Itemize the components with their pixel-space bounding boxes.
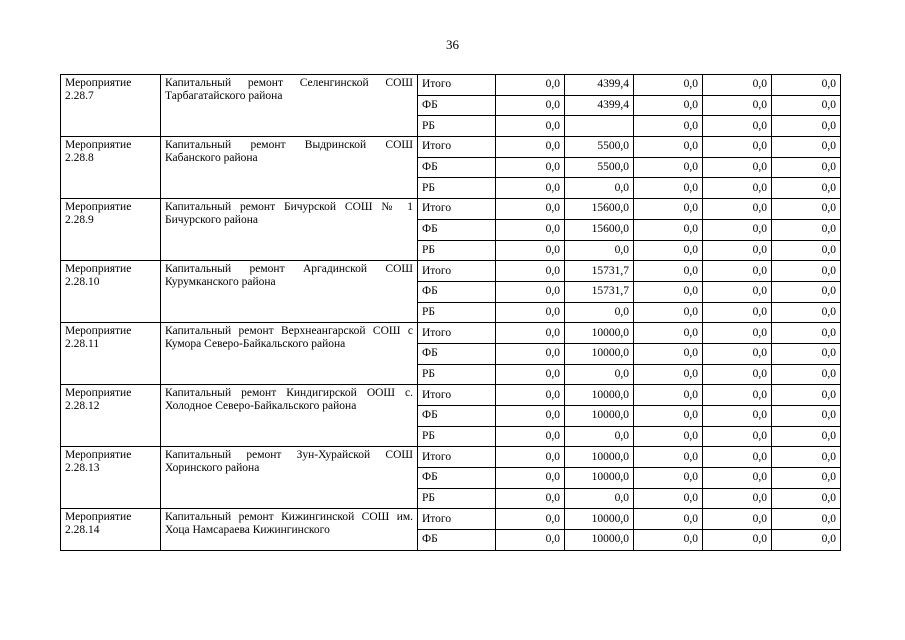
amount-cell: 10000,0 xyxy=(565,468,634,489)
funding-source-cell: ФБ xyxy=(418,343,496,364)
funding-source-cell: Итого xyxy=(418,199,496,220)
event-id-cell xyxy=(61,137,161,199)
amount-cell: 0,0 xyxy=(634,219,703,240)
funding-source-cell: ФБ xyxy=(418,219,496,240)
amount-cell: 0,0 xyxy=(772,137,841,158)
funding-source-cell: ФБ xyxy=(418,157,496,178)
amount-cell: 0,0 xyxy=(703,157,772,178)
funding-source-cell: ФБ xyxy=(418,281,496,302)
amount-cell: 0,0 xyxy=(772,406,841,427)
amount-cell: 0,0 xyxy=(772,426,841,447)
event-id-cell xyxy=(61,385,161,447)
amount-cell: 0,0 xyxy=(496,488,565,509)
amount-cell: 0,0 xyxy=(496,302,565,323)
event-id-cell xyxy=(61,75,161,137)
amount-cell: 0,0 xyxy=(772,116,841,137)
amount-cell: 0,0 xyxy=(496,75,565,96)
amount-cell: 0,0 xyxy=(634,530,703,551)
amount-cell: 10000,0 xyxy=(565,406,634,427)
amount-cell: 0,0 xyxy=(634,468,703,489)
amount-cell: 0,0 xyxy=(703,530,772,551)
amount-cell: 0,0 xyxy=(703,426,772,447)
event-id-cell xyxy=(61,323,161,385)
page-number: 36 xyxy=(446,37,459,52)
event-name-cell: Капитальный ремонт Выдринской СОШ Кабанского района xyxy=(161,137,418,199)
amount-cell: 0,0 xyxy=(703,75,772,96)
event-label: Мероприятие xyxy=(65,263,132,276)
table-row xyxy=(61,137,841,158)
amount-cell: 0,0 xyxy=(703,509,772,530)
amount-cell: 0,0 xyxy=(496,157,565,178)
amount-cell: 0,0 xyxy=(634,364,703,385)
event-label: Мероприятие xyxy=(65,325,132,338)
amount-cell: 5500,0 xyxy=(565,137,634,158)
amount-cell: 0,0 xyxy=(496,447,565,468)
amount-cell: 10000,0 xyxy=(565,385,634,406)
funding-source-cell: Итого xyxy=(418,447,496,468)
amount-cell: 0,0 xyxy=(772,95,841,116)
event-id-cell xyxy=(61,199,161,261)
amount-cell: 0,0 xyxy=(496,364,565,385)
amount-cell: 15731,7 xyxy=(565,281,634,302)
amount-cell: 0,0 xyxy=(634,302,703,323)
amount-cell: 0,0 xyxy=(496,406,565,427)
amount-cell: 0,0 xyxy=(634,426,703,447)
funding-source-cell: РБ xyxy=(418,116,496,137)
table-row xyxy=(61,385,841,406)
amount-cell: 0,0 xyxy=(772,323,841,344)
amount-cell: 0,0 xyxy=(496,95,565,116)
amount-cell: 0,0 xyxy=(703,406,772,427)
amount-cell: 10000,0 xyxy=(565,343,634,364)
table-row xyxy=(61,323,841,344)
budget-table-body xyxy=(61,75,841,551)
amount-cell: 0,0 xyxy=(703,447,772,468)
funding-source-cell: ФБ xyxy=(418,530,496,551)
table-row xyxy=(61,261,841,282)
amount-cell: 0,0 xyxy=(496,281,565,302)
amount-cell: 0,0 xyxy=(772,488,841,509)
amount-cell: 0,0 xyxy=(496,240,565,261)
amount-cell: 15600,0 xyxy=(565,199,634,220)
funding-source-cell: Итого xyxy=(418,75,496,96)
event-label: Мероприятие xyxy=(65,511,132,524)
amount-cell: 0,0 xyxy=(772,468,841,489)
amount-cell: 10000,0 xyxy=(565,323,634,344)
amount-cell: 0,0 xyxy=(634,137,703,158)
amount-cell: 0,0 xyxy=(772,240,841,261)
amount-cell: 0,0 xyxy=(703,323,772,344)
funding-source-cell: РБ xyxy=(418,240,496,261)
amount-cell xyxy=(565,116,634,137)
amount-cell: 0,0 xyxy=(565,364,634,385)
amount-cell: 0,0 xyxy=(703,488,772,509)
amount-cell: 0,0 xyxy=(634,281,703,302)
amount-cell: 0,0 xyxy=(496,468,565,489)
funding-source-cell: Итого xyxy=(418,323,496,344)
amount-cell: 0,0 xyxy=(496,116,565,137)
amount-cell: 0,0 xyxy=(634,199,703,220)
amount-cell: 0,0 xyxy=(772,199,841,220)
funding-source-cell: ФБ xyxy=(418,406,496,427)
amount-cell: 0,0 xyxy=(703,116,772,137)
amount-cell: 0,0 xyxy=(703,261,772,282)
amount-cell: 0,0 xyxy=(496,137,565,158)
event-number: 2.28.9 xyxy=(65,214,94,227)
amount-cell: 0,0 xyxy=(496,261,565,282)
funding-source-cell: Итого xyxy=(418,385,496,406)
amount-cell: 0,0 xyxy=(496,323,565,344)
amount-cell: 0,0 xyxy=(772,302,841,323)
amount-cell: 0,0 xyxy=(703,219,772,240)
funding-source-cell: РБ xyxy=(418,488,496,509)
amount-cell: 5500,0 xyxy=(565,157,634,178)
event-number: 2.28.8 xyxy=(65,152,94,165)
amount-cell: 0,0 xyxy=(772,157,841,178)
amount-cell: 0,0 xyxy=(772,261,841,282)
table-row xyxy=(61,75,841,96)
amount-cell: 4399,4 xyxy=(565,75,634,96)
amount-cell: 0,0 xyxy=(634,178,703,199)
amount-cell: 0,0 xyxy=(496,385,565,406)
amount-cell: 0,0 xyxy=(772,281,841,302)
amount-cell: 0,0 xyxy=(703,95,772,116)
amount-cell: 0,0 xyxy=(703,137,772,158)
amount-cell: 0,0 xyxy=(634,116,703,137)
amount-cell: 0,0 xyxy=(634,95,703,116)
amount-cell: 4399,4 xyxy=(565,95,634,116)
event-label: Мероприятие xyxy=(65,449,132,462)
amount-cell: 0,0 xyxy=(772,385,841,406)
event-name-cell: Капитальный ремонт Селенгинской СОШ Тарбагатайского района xyxy=(161,75,418,137)
event-number: 2.28.7 xyxy=(65,90,94,102)
amount-cell: 0,0 xyxy=(772,364,841,385)
amount-cell: 0,0 xyxy=(565,488,634,509)
funding-source-cell: Итого xyxy=(418,137,496,158)
event-label: Мероприятие xyxy=(65,139,132,152)
event-name-cell: Капитальный ремонт Бичурской СОШ № 1 Бичурского района xyxy=(161,199,418,261)
amount-cell: 0,0 xyxy=(703,468,772,489)
funding-source-cell: Итого xyxy=(418,509,496,530)
amount-cell: 0,0 xyxy=(634,509,703,530)
amount-cell: 0,0 xyxy=(496,219,565,240)
event-label: Мероприятие xyxy=(65,77,132,89)
amount-cell: 10000,0 xyxy=(565,447,634,468)
funding-source-cell: ФБ xyxy=(418,95,496,116)
amount-cell: 15600,0 xyxy=(565,219,634,240)
funding-source-cell: Итого xyxy=(418,261,496,282)
table-row xyxy=(61,447,841,468)
amount-cell: 0,0 xyxy=(496,199,565,220)
amount-cell: 0,0 xyxy=(703,343,772,364)
amount-cell: 0,0 xyxy=(565,426,634,447)
amount-cell: 0,0 xyxy=(496,426,565,447)
amount-cell: 0,0 xyxy=(703,178,772,199)
event-number: 2.28.12 xyxy=(65,400,100,413)
table-row xyxy=(61,509,841,530)
amount-cell: 0,0 xyxy=(634,240,703,261)
budget-table xyxy=(60,74,841,551)
amount-cell: 0,0 xyxy=(496,343,565,364)
event-name-cell: Капитальный ремонт Верхнеангарской СОШ с Кумора Северо-Байкальского района xyxy=(161,323,418,385)
amount-cell: 0,0 xyxy=(634,385,703,406)
amount-cell: 0,0 xyxy=(772,178,841,199)
amount-cell: 0,0 xyxy=(772,343,841,364)
event-id-cell xyxy=(61,447,161,509)
event-name-cell: Капитальный ремонт Киндигирской ООШ с. Холодное Северо-Байкальского района xyxy=(161,385,418,447)
event-label: Мероприятие xyxy=(65,201,132,214)
amount-cell: 0,0 xyxy=(772,75,841,96)
amount-cell: 0,0 xyxy=(703,385,772,406)
amount-cell: 0,0 xyxy=(496,530,565,551)
amount-cell: 0,0 xyxy=(565,240,634,261)
amount-cell: 0,0 xyxy=(634,447,703,468)
amount-cell: 0,0 xyxy=(703,302,772,323)
amount-cell: 0,0 xyxy=(634,323,703,344)
amount-cell: 0,0 xyxy=(772,447,841,468)
event-name-cell: Капитальный ремонт Аргадинской СОШ Курумканского района xyxy=(161,261,418,323)
amount-cell: 0,0 xyxy=(772,219,841,240)
amount-cell: 0,0 xyxy=(634,488,703,509)
amount-cell: 0,0 xyxy=(634,343,703,364)
amount-cell: 0,0 xyxy=(565,302,634,323)
event-id-cell xyxy=(61,509,161,550)
amount-cell: 0,0 xyxy=(634,406,703,427)
event-id-cell xyxy=(61,261,161,323)
event-number: 2.28.13 xyxy=(65,462,100,475)
event-number: 2.28.14 xyxy=(65,524,100,537)
amount-cell: 10000,0 xyxy=(565,530,634,551)
amount-cell: 0,0 xyxy=(634,157,703,178)
amount-cell: 0,0 xyxy=(772,509,841,530)
funding-source-cell: ФБ xyxy=(418,468,496,489)
amount-cell: 0,0 xyxy=(703,364,772,385)
funding-source-cell: РБ xyxy=(418,302,496,323)
amount-cell: 0,0 xyxy=(496,509,565,530)
table-row xyxy=(61,199,841,220)
amount-cell: 15731,7 xyxy=(565,261,634,282)
amount-cell: 0,0 xyxy=(634,261,703,282)
amount-cell: 0,0 xyxy=(634,75,703,96)
event-number: 2.28.11 xyxy=(65,338,100,351)
amount-cell: 0,0 xyxy=(772,530,841,551)
amount-cell: 0,0 xyxy=(703,199,772,220)
event-number: 2.28.10 xyxy=(65,276,100,289)
event-name-cell: Капитальный ремонт Кижингинской СОШ им. Хоца Намсараева Кижингинского xyxy=(161,509,418,550)
amount-cell: 0,0 xyxy=(565,178,634,199)
funding-source-cell: РБ xyxy=(418,364,496,385)
event-name-cell: Капитальный ремонт Зун-Хурайской СОШ Хоринского района xyxy=(161,447,418,509)
funding-source-cell: РБ xyxy=(418,426,496,447)
amount-cell: 0,0 xyxy=(496,178,565,199)
amount-cell: 0,0 xyxy=(703,281,772,302)
amount-cell: 0,0 xyxy=(703,240,772,261)
funding-source-cell: РБ xyxy=(418,178,496,199)
event-label: Мероприятие xyxy=(65,387,132,400)
amount-cell: 10000,0 xyxy=(565,509,634,530)
